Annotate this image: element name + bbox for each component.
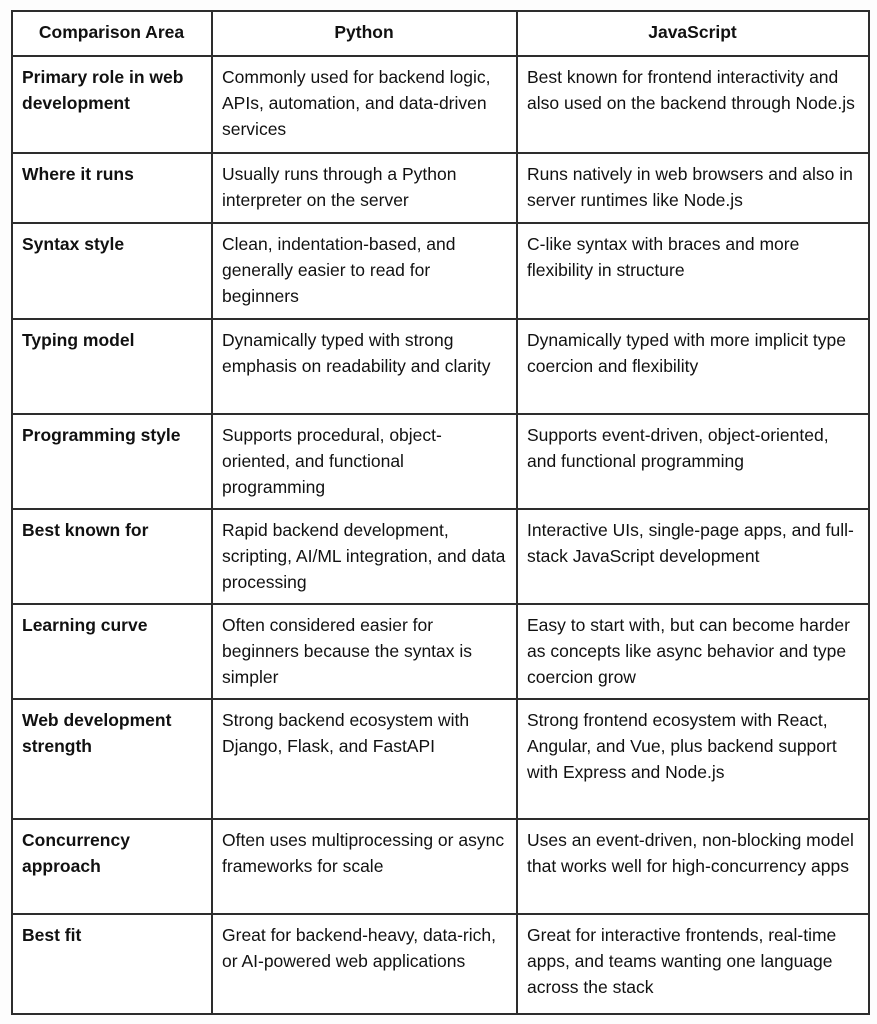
- table-body: [12, 56, 869, 1014]
- header-row: [12, 11, 869, 56]
- row-header-cell: Syntax style: [12, 223, 212, 319]
- table-row: [12, 414, 869, 509]
- table-cell: Runs natively in web browsers and also in server runtimes like Node.js: [517, 153, 869, 223]
- comparison-table: [11, 10, 870, 1015]
- table-cell: Strong frontend ecosystem with React, Angular, and Vue, plus backend support with Express and Node.js: [517, 699, 869, 819]
- row-header-cell: Concurrency approach: [12, 819, 212, 914]
- table-row: [12, 153, 869, 223]
- table-cell: Clean, indentation-based, and generally easier to read for beginners: [212, 223, 517, 319]
- table-cell: Uses an event-driven, non-blocking model that works well for high-concurrency apps: [517, 819, 869, 914]
- table-cell: Supports event-driven, object-oriented, and functional programming: [517, 414, 869, 509]
- row-header-cell: Best fit: [12, 914, 212, 1014]
- table-row: [12, 509, 869, 604]
- table-cell: Great for interactive frontends, real-time apps, and teams wanting one language across the stack: [517, 914, 869, 1014]
- table-row: [12, 223, 869, 319]
- table-cell: Best known for frontend interactivity and also used on the backend through Node.js: [517, 56, 869, 153]
- row-header-cell: Typing model: [12, 319, 212, 414]
- table-header: [12, 11, 869, 56]
- table-row: [12, 699, 869, 819]
- table-cell: Interactive UIs, single-page apps, and full-stack JavaScript development: [517, 509, 869, 604]
- table-cell: Easy to start with, but can become harder as concepts like async behavior and type coercion grow: [517, 604, 869, 699]
- table-row: [12, 914, 869, 1014]
- table-cell: Dynamically typed with more implicit type coercion and flexibility: [517, 319, 869, 414]
- row-header-cell: Learning curve: [12, 604, 212, 699]
- row-header-cell: Primary role in web development: [12, 56, 212, 153]
- table-row: [12, 319, 869, 414]
- table-cell: Great for backend-heavy, data-rich, or AI-powered web applications: [212, 914, 517, 1014]
- column-header-comparison-area: Comparison Area: [12, 11, 212, 56]
- table-cell: Often considered easier for beginners because the syntax is simpler: [212, 604, 517, 699]
- table-cell: Strong backend ecosystem with Django, Flask, and FastAPI: [212, 699, 517, 819]
- table-cell: C-like syntax with braces and more flexibility in structure: [517, 223, 869, 319]
- column-header-javascript: JavaScript: [517, 11, 869, 56]
- table-row: [12, 604, 869, 699]
- row-header-cell: Where it runs: [12, 153, 212, 223]
- table-cell: Supports procedural, object-oriented, and functional programming: [212, 414, 517, 509]
- column-header-python: Python: [212, 11, 517, 56]
- row-header-cell: Best known for: [12, 509, 212, 604]
- table-cell: Rapid backend development, scripting, AI/ML integration, and data processing: [212, 509, 517, 604]
- table-row: [12, 819, 869, 914]
- row-header-cell: Web development strength: [12, 699, 212, 819]
- table-cell: Often uses multiprocessing or async frameworks for scale: [212, 819, 517, 914]
- table-row: [12, 56, 869, 153]
- table-cell: Dynamically typed with strong emphasis on readability and clarity: [212, 319, 517, 414]
- table-cell: Commonly used for backend logic, APIs, automation, and data-driven services: [212, 56, 517, 153]
- table-cell: Usually runs through a Python interpreter on the server: [212, 153, 517, 223]
- row-header-cell: Programming style: [12, 414, 212, 509]
